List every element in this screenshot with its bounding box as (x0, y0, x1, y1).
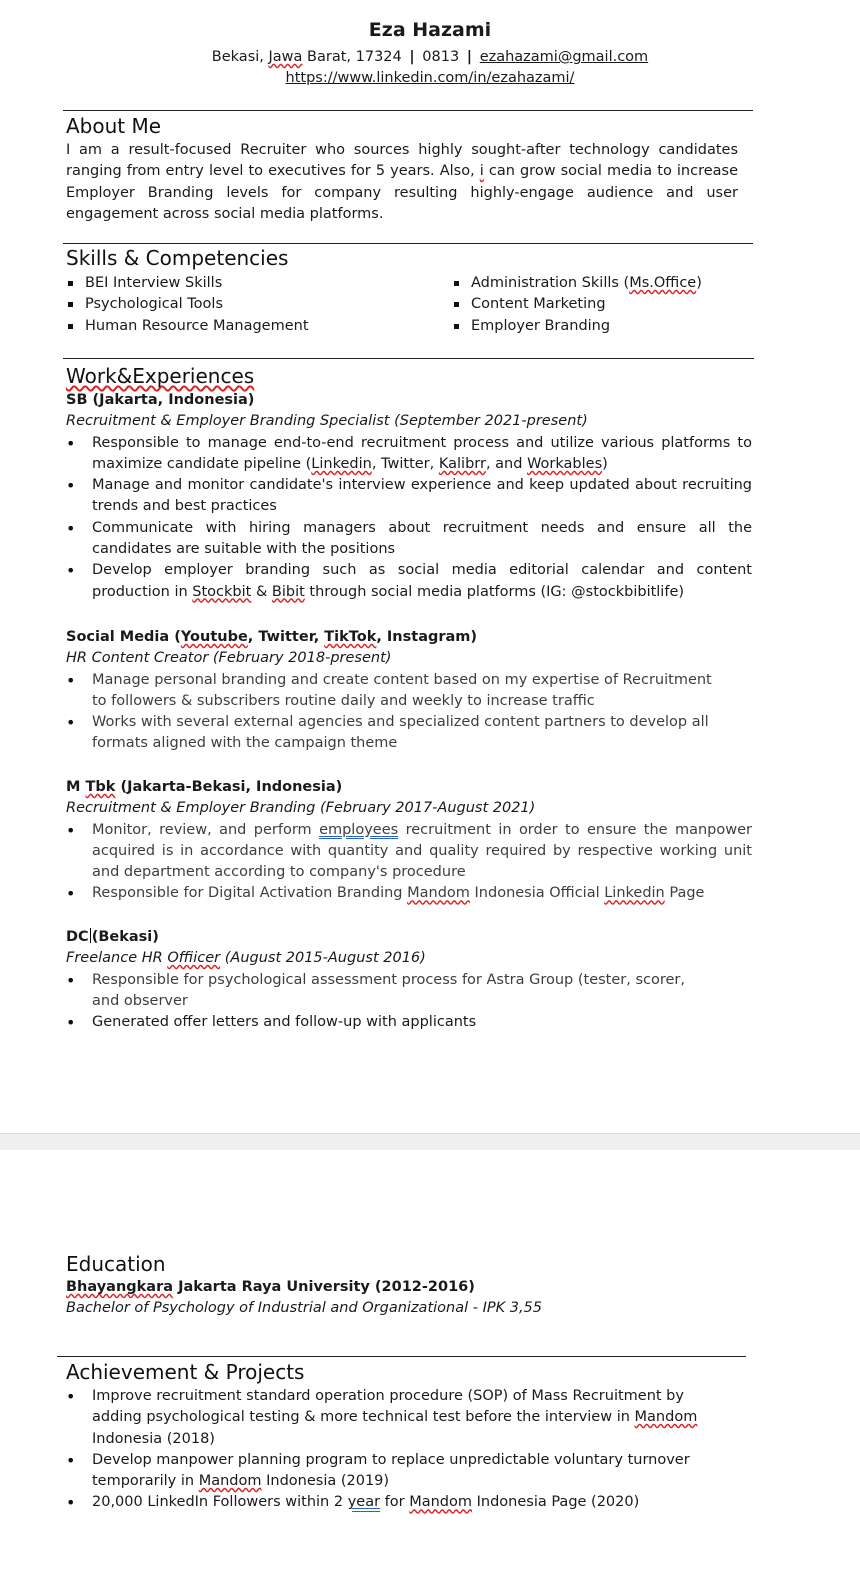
job-role: Freelance HR Offiicer (August 2015-August 2016) (66, 950, 426, 967)
skills-title: Skills & Competencies (66, 246, 289, 270)
candidate-name: Eza Hazami (368, 19, 492, 41)
contact-info (0, 47, 860, 89)
duty-item: • Responsible for psychological assessment process for Astra Group (tester, scorer, and observer (66, 970, 706, 1013)
employer: Social Media (Youtube, Twitter, TikTok, Instagram) (66, 629, 478, 645)
achievement-item: • 20,000 LinkedIn Followers within 2 year for Mandom Indonesia Page (2020) (66, 1492, 726, 1513)
education-entry (66, 1277, 542, 1320)
page-break (0, 1133, 860, 1151)
skill-item: Employer Branding (452, 316, 702, 337)
duty-item: • Responsible for Digital Activation Branding Mandom Indonesia Official Linkedin Page (66, 883, 752, 904)
contact-line: Bekasi, Jawa Barat, 17324 | 0813 | ezahazami@gmail.com (211, 49, 649, 65)
job-duties (66, 820, 752, 905)
achievements-list (66, 1386, 726, 1514)
duty-item: • Responsible to manage end-to-end recruitment process and utilize various platforms to maximize candidate pipeline (Linkedin, Twitter, Kalibrr, and Workables) (66, 433, 752, 476)
achievement-item: • Develop manpower planning program to replace unpredictable voluntary turnover temporarily in Mandom Indonesia (2019) (66, 1450, 726, 1493)
divider (63, 243, 753, 244)
duty-item: • Communicate with hiring managers about recruitment needs and ensure all the candidates are suitable with the positions (66, 518, 752, 561)
phone: 0813 (422, 49, 460, 65)
job-entry (66, 390, 752, 603)
employer: SB (Jakarta, Indonesia) (66, 392, 255, 408)
skill-item: Administration Skills (Ms.Office) (452, 273, 702, 294)
education-title: Education (66, 1252, 166, 1276)
work-title: Work&Experiences (66, 364, 255, 388)
job-duties (66, 970, 706, 1034)
job-role: HR Content Creator (February 2018-present) (66, 650, 392, 667)
job-entry (66, 627, 726, 755)
skill-item: Content Marketing (452, 294, 702, 315)
employer: DC (Bekasi) (66, 929, 159, 945)
divider (63, 358, 754, 359)
skills-list-left (66, 273, 309, 337)
skill-item: Human Resource Management (66, 316, 309, 337)
achievements-title: Achievement & Projects (66, 1360, 305, 1384)
resume-page-2 (0, 1150, 860, 1594)
divider (57, 1356, 746, 1357)
duty-item: • Monitor, review, and perform employees recruitment in order to ensure the manpower acquired is in accordance with quantity and quality required by respective working unit and department according to company's procedure (66, 820, 752, 884)
duty-item: • Generated offer letters and follow-up with applicants (66, 1012, 706, 1033)
skills-list-right (452, 273, 702, 337)
divider (63, 110, 753, 111)
duty-item: • Manage and monitor candidate's interview experience and keep updated about recruiting trends and best practices (66, 475, 752, 518)
duty-item: • Works with several external agencies and specialized content partners to develop all formats aligned with the campaign theme (66, 712, 726, 755)
duty-item: • Develop employer branding such as social media editorial calendar and content production in Stockbit & Bibit through social media platforms (IG: @stockbibitlife) (66, 560, 752, 603)
job-duties (66, 433, 752, 603)
linkedin-link[interactable]: https://www.linkedin.com/in/ezahazami/ (285, 70, 575, 86)
about-text: I am a result-focused Recruiter who sources highly sought-after technology candidates ranging from entry level to executives for 5 years. Also, i can grow social media to increase Employer Branding levels for company resulting highly-engage audience and user engagement across social media platforms. (66, 142, 738, 222)
email-link[interactable]: ezahazami@gmail.com (479, 49, 649, 65)
achievement-item: • Improve recruitment standard operation procedure (SOP) of Mass Recruitment by adding psychological testing & more technical test before the interview in Mandom Indonesia (2018) (66, 1386, 726, 1450)
skill-item: Psychological Tools (66, 294, 309, 315)
school: Bhayangkara Jakarta Raya University (2012-2016) (66, 1279, 475, 1295)
about-title: About Me (66, 114, 162, 138)
job-role: Recruitment & Employer Branding Specialist (September 2021-present) (66, 413, 588, 430)
job-duties (66, 670, 726, 755)
duty-item: • Manage personal branding and create content based on my expertise of Recruitment to followers & subscribers routine daily and weekly to increase traffic (66, 670, 726, 713)
skill-item: BEI Interview Skills (66, 273, 309, 294)
employer: M Tbk (Jakarta-Bekasi, Indonesia) (66, 779, 343, 795)
job-role: Recruitment & Employer Branding (February 2017-August 2021) (66, 800, 536, 817)
job-entry (66, 777, 752, 905)
text-cursor (90, 928, 91, 943)
job-entry (66, 927, 706, 1033)
degree: Bachelor of Psychology of Industrial and Organizational - IPK 3,55 (66, 1300, 543, 1317)
